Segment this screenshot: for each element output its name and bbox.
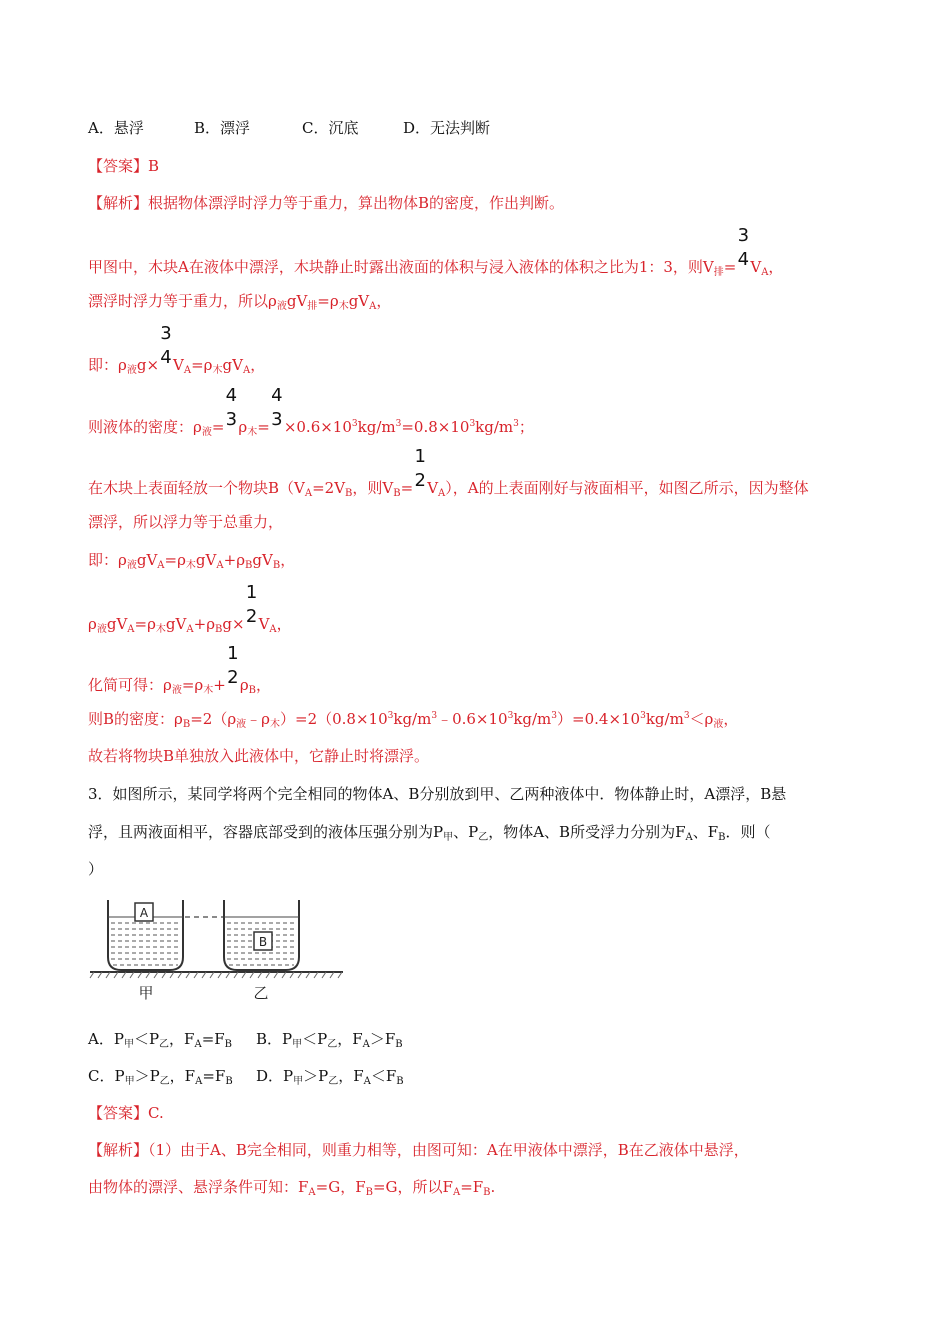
rho: ρ [261, 710, 270, 728]
answer-tag: 【答案】 [88, 157, 149, 175]
v: V [146, 551, 158, 569]
analysis-line-11: 故若将物块B单独放入此液体中，它静止时将漂浮。 [88, 747, 430, 765]
sub-ye: 液 [201, 427, 212, 438]
denominator: 2 [245, 606, 258, 627]
sup: 3 [513, 419, 519, 429]
plus: + [223, 551, 237, 569]
numerator: 1 [245, 582, 258, 603]
unit: kg/m [645, 710, 684, 728]
denominator: 2 [227, 667, 239, 688]
q3-answer [88, 1103, 164, 1123]
sub-ye: 液 [713, 719, 724, 730]
q3-analysis-1 [88, 1140, 749, 1160]
fraction-4-3 [270, 385, 284, 432]
q2-option-b: B．漂浮 [194, 119, 251, 137]
sub-b: B [272, 560, 281, 571]
g: g [136, 551, 147, 569]
text: ﹣0.6×10 [437, 710, 508, 728]
text: ），A的上表面刚好与液面相平，如图乙所示，因为整体 [445, 479, 809, 497]
comma: ， [276, 615, 292, 633]
fraction-3-4 [736, 225, 750, 272]
sup: 3 [640, 711, 646, 721]
rho: ρ [194, 676, 204, 694]
v: V [175, 615, 187, 633]
v: V [427, 479, 439, 497]
q3-options-row-2 [88, 1066, 404, 1086]
text: ，物体A、B所受浮力分别为F [488, 823, 686, 841]
text: 则液体的密度：ρ [88, 418, 202, 436]
eq: = [134, 615, 148, 633]
comma: ， [280, 551, 296, 569]
text: ．则（ [725, 823, 771, 841]
q3-options-row-1 [88, 1029, 403, 1049]
analysis-line-1 [88, 225, 784, 278]
sup: 3 [507, 711, 514, 721]
eq: = [191, 356, 204, 374]
sub-ye: 液 [236, 719, 247, 730]
sub-ye: 液 [126, 365, 137, 376]
text: 化简可得：ρ [88, 676, 172, 694]
sub-a: A [761, 267, 769, 278]
fraction-3-4 [159, 323, 173, 370]
text: =2（ρ [190, 710, 237, 728]
eq: = [317, 292, 330, 310]
eq: = [257, 418, 270, 436]
g: g [222, 356, 233, 374]
analysis-line-5 [88, 446, 809, 499]
analysis-line-2 [88, 291, 391, 311]
ground [90, 972, 343, 978]
sub-a: A [186, 624, 194, 635]
fraction-1-2 [413, 446, 427, 493]
unit: kg/m [475, 418, 514, 436]
sub-a: A [216, 560, 224, 571]
v: V [358, 292, 370, 310]
sup: 3 [551, 711, 558, 721]
analysis-line-10 [88, 709, 738, 729]
fraction-1-2 [226, 643, 240, 690]
rho: ρ [177, 551, 186, 569]
rho: ρ [206, 615, 216, 633]
sup: 3 [683, 711, 690, 721]
numerator: 4 [271, 385, 283, 406]
comma: ， [250, 356, 266, 374]
numerator: 4 [225, 385, 238, 406]
text: =2V [312, 479, 346, 497]
rho: ρ [329, 292, 339, 310]
eq: = [164, 551, 178, 569]
sub-a: A [369, 301, 377, 312]
text: =0.8×10 [401, 418, 470, 436]
analysis-line-7 [88, 550, 295, 570]
text: 即：ρ [88, 551, 127, 569]
sub-yi: 乙 [478, 832, 489, 843]
v: V [173, 356, 184, 374]
denominator: 3 [271, 409, 283, 430]
q2-option-c: C．沉底 [302, 119, 359, 137]
rho: ρ [88, 615, 97, 633]
sub-b: B [248, 685, 256, 696]
unit: kg/m [513, 710, 552, 728]
label-a: A [139, 906, 149, 920]
semicolon: ； [518, 418, 534, 436]
sub-a: A [127, 624, 135, 635]
sub-pai: 排 [307, 301, 318, 312]
sub-a: A [685, 832, 693, 843]
v: V [261, 551, 273, 569]
sub-b: B [245, 560, 253, 571]
label-jia: 甲 [138, 984, 154, 1002]
sub-b: B [393, 488, 401, 499]
sub-a: A [269, 624, 277, 635]
v: V [296, 292, 308, 310]
g: g [348, 292, 359, 310]
sub-mu: 木 [185, 560, 196, 571]
unit: kg/m [357, 418, 396, 436]
sub-a: A [242, 365, 251, 376]
eq: = [211, 418, 225, 436]
text: ＜ρ [689, 710, 714, 728]
text: 漂浮时浮力等于重力，所以ρ [88, 292, 277, 310]
analysis-line-4 [88, 385, 534, 438]
minus: ﹣ [246, 710, 262, 728]
text: 甲图中，木块A在液体中漂浮，木块静止时露出液面的体积与浸入液体的体积之比为1：3，则V [88, 258, 714, 276]
text: 即：ρ [88, 356, 127, 374]
sub-a: A [304, 488, 313, 499]
rho: ρ [203, 356, 213, 374]
answer-value: C. [148, 1104, 164, 1122]
sup: 3 [395, 419, 402, 429]
answer-value: B [148, 157, 160, 175]
g: g [222, 615, 232, 633]
rho: ρ [236, 551, 246, 569]
dot: 、 [453, 823, 469, 841]
rho: ρ [239, 676, 249, 694]
q3-option-c: C．$P_甲>P_乙$，$F_A=F_B$ [88, 1067, 233, 1087]
text: =2（0.8×10 [295, 710, 388, 728]
rparen: ） [279, 710, 295, 728]
q2-answer [88, 156, 159, 176]
sub-ye: 液 [126, 560, 137, 571]
text: ×0.6×10 [283, 418, 352, 436]
denominator: 4 [737, 249, 750, 270]
q3-stem-1: 3．如图所示，某同学将两个完全相同的物体A、B分别放到甲、乙两种液体中．物体静止时，A漂浮，B悬 [88, 785, 787, 803]
numerator: 1 [414, 446, 426, 467]
sub-a: A [183, 365, 192, 376]
q2-option-d: D．无法判断 [403, 119, 491, 137]
g: g [286, 292, 297, 310]
plus: + [193, 615, 207, 633]
q3-option-a: A．$P_甲<P_乙$，$F_A=F_B$ [88, 1030, 233, 1050]
v: V [232, 356, 243, 374]
g: g [195, 551, 206, 569]
sub-jia: 甲 [443, 832, 454, 843]
beakers-figure [88, 895, 348, 1005]
sup: 3 [387, 711, 394, 721]
sub-b: B [182, 719, 191, 730]
v: V [116, 615, 128, 633]
sub-b: B [215, 624, 223, 635]
eq: = [181, 676, 195, 694]
analysis-text: 根据物体漂浮时浮力等于重力，算出物体B的密度，作出判断。 [148, 194, 565, 212]
q3-analysis-2: 由物体的漂浮、悬浮条件可知：$F_A=G$，$F_B=G$，所以$F_A=F_B$. [88, 1178, 496, 1198]
label-b: B [258, 935, 268, 949]
q2-analysis-intro [88, 193, 564, 213]
analysis-tag: 【解析】 [88, 194, 149, 212]
comma: ， [376, 292, 392, 310]
v: V [205, 551, 217, 569]
sub-mu: 木 [155, 624, 166, 635]
text: ）=0.4×10 [557, 710, 641, 728]
comma: ， [723, 710, 739, 728]
sub-pai: 排 [713, 267, 724, 278]
analysis-tag: 【解析】 [88, 1141, 149, 1159]
q3-option-d: D．$P_甲>P_乙$，$F_A<F_B$ [256, 1067, 404, 1087]
sup: 3 [469, 419, 476, 429]
sup: 3 [431, 711, 438, 721]
analysis-text: （1）由于A、B完全相同，则重力相等，由图可知：A在甲液体中漂浮，B在乙液体中悬浮， [148, 1141, 749, 1159]
sub-ye: 液 [171, 685, 182, 696]
sub-mu: 木 [269, 719, 280, 730]
q2-options [88, 118, 490, 138]
q2-option-a: A．悬浮 [88, 119, 144, 137]
v: V [258, 615, 270, 633]
analysis-line-9 [88, 643, 272, 696]
comma: ， [256, 676, 272, 694]
sub-ye: 液 [96, 624, 107, 635]
g: g [136, 356, 147, 374]
sup: 3 [351, 419, 358, 429]
numerator: 1 [227, 643, 239, 664]
sub-a: A [438, 488, 446, 499]
unit: kg/m [393, 710, 432, 728]
q3-option-b: B．$P_甲<P_乙$，$F_A>F_B$ [256, 1030, 403, 1050]
text: 在木块上表面轻放一个物块B（V [88, 479, 305, 497]
g: g [165, 615, 176, 633]
comma: ， [768, 258, 784, 276]
dot: 、 [692, 823, 708, 841]
analysis-line-8 [88, 582, 292, 635]
text: 则B的密度：ρ [88, 710, 183, 728]
q3-stem-2: 浮，且两液面相平，容器底部受到的液体压强分别为$P_甲$、$P_乙$，物体A、B所受浮力分别为$F_A$、$F_B$．则（ [88, 823, 771, 843]
sub-b: B [718, 832, 726, 843]
rho: ρ [238, 418, 248, 436]
times: × [231, 615, 245, 633]
answer-tag: 【答案】 [88, 1104, 149, 1122]
fraction-4-3 [224, 385, 238, 432]
text: ，则V [352, 479, 394, 497]
plus: + [213, 676, 226, 694]
q3-stem-3: ） [88, 860, 104, 878]
sub-b: B [345, 488, 353, 499]
sub-mu: 木 [247, 427, 258, 438]
eq: = [723, 258, 737, 276]
rho: ρ [147, 615, 156, 633]
denominator: 4 [160, 347, 172, 368]
numerator: 3 [160, 323, 172, 344]
g: g [252, 551, 262, 569]
analysis-line-6: 漂浮，所以浮力等于总重力， [88, 513, 284, 531]
v: V [750, 258, 762, 276]
sub-mu: 木 [203, 685, 214, 696]
fraction-1-2 [245, 582, 259, 629]
numerator: 3 [737, 225, 750, 246]
sub-mu: 木 [338, 301, 349, 312]
label-yi: 乙 [253, 984, 269, 1002]
sub-mu: 木 [212, 365, 223, 376]
denominator: 2 [414, 470, 426, 491]
denominator: 3 [225, 409, 238, 430]
sub-ye: 液 [276, 301, 287, 312]
times: × [146, 356, 160, 374]
g: g [106, 615, 117, 633]
sub-a: A [157, 560, 165, 571]
analysis-line-3 [88, 323, 266, 376]
text: 浮，且两液面相平，容器底部受到的液体压强分别为P [88, 823, 444, 841]
eq: = [400, 479, 414, 497]
